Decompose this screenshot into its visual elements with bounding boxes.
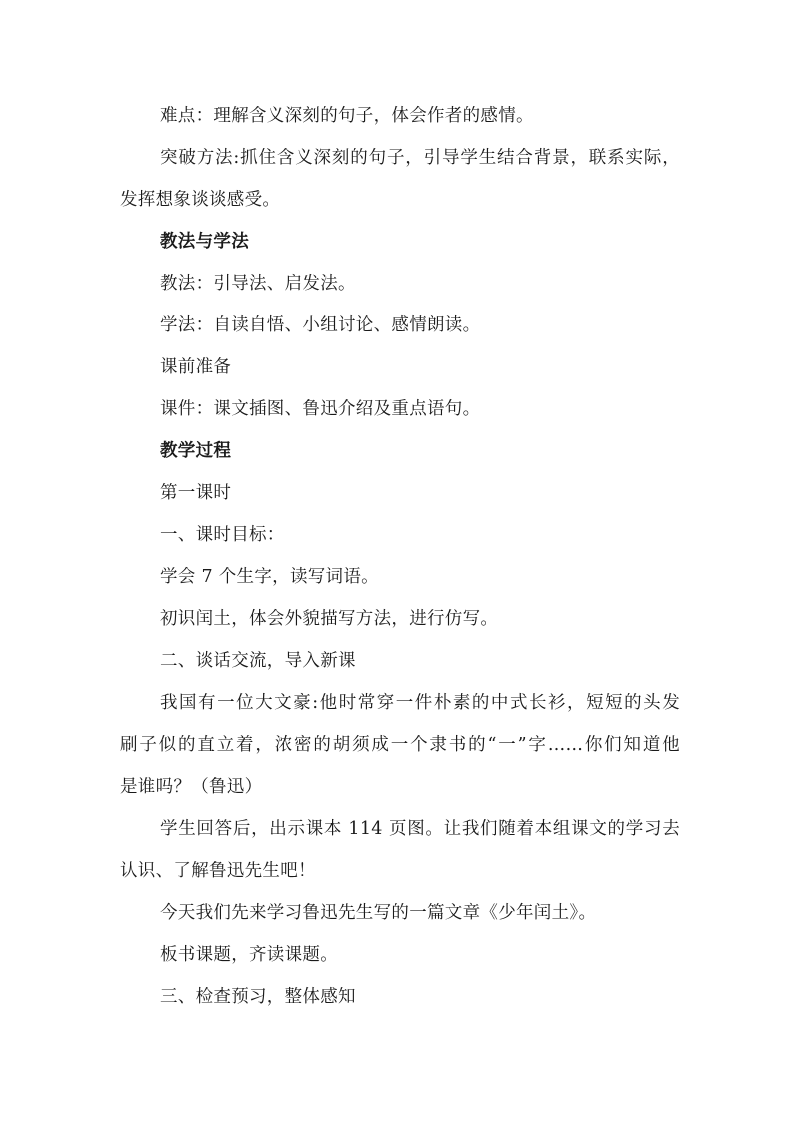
intro-paragraph-1-line-1: 我国有一位大文豪:他时常穿一件朴素的中式长衫，短短的头发 <box>160 693 680 713</box>
teaching-method-line: 教法：引导法、启发法。 <box>160 274 356 294</box>
intro-paragraph-1-line-2: 刷子似的直立着，浓密的胡须成一个隶书的“一”字……你们知道他 <box>120 735 680 755</box>
intro-paragraph-2-line-1: 学生回答后，出示课本 114 页图。让我们随着本组课文的学习去 <box>160 819 680 839</box>
heading-teaching-methods: 教法与学法 <box>160 232 249 252</box>
intro-heading: 二、谈话交流，导入新课 <box>160 651 356 671</box>
goal-line-1: 学会 7 个生字，读写词语。 <box>160 567 379 587</box>
method-line-2: 发挥想象谈谈感受。 <box>120 190 281 210</box>
courseware-line: 课件：课文插图、鲁迅介绍及重点语句。 <box>160 399 481 419</box>
check-heading: 三、检查预习，整体感知 <box>160 987 356 1007</box>
lesson-one-heading: 第一课时 <box>160 483 232 503</box>
intro-paragraph-3: 今天我们先来学习鲁迅先生写的一篇文章《少年闰土》。 <box>160 903 597 923</box>
intro-paragraph-2-line-2: 认识、了解鲁迅先生吧！ <box>120 861 316 881</box>
learning-method-line: 学法：自读自悟、小组讨论、感情朗读。 <box>160 315 481 335</box>
goal-line-2: 初识闰土，体会外貌描写方法，进行仿写。 <box>160 609 499 629</box>
intro-paragraph-4: 板书课题，齐读课题。 <box>160 945 338 965</box>
preparation-heading: 课前准备 <box>160 357 232 377</box>
difficulty-line: 难点：理解含义深刻的句子，体会作者的感情。 <box>160 106 534 126</box>
goal-heading: 一、课时目标： <box>160 525 285 545</box>
heading-teaching-process: 教学过程 <box>160 441 232 461</box>
method-line-1: 突破方法:抓住含义深刻的句子，引导学生结合背景，联系实际， <box>160 148 680 168</box>
intro-paragraph-1-line-3: 是谁吗？（鲁迅） <box>120 777 263 797</box>
